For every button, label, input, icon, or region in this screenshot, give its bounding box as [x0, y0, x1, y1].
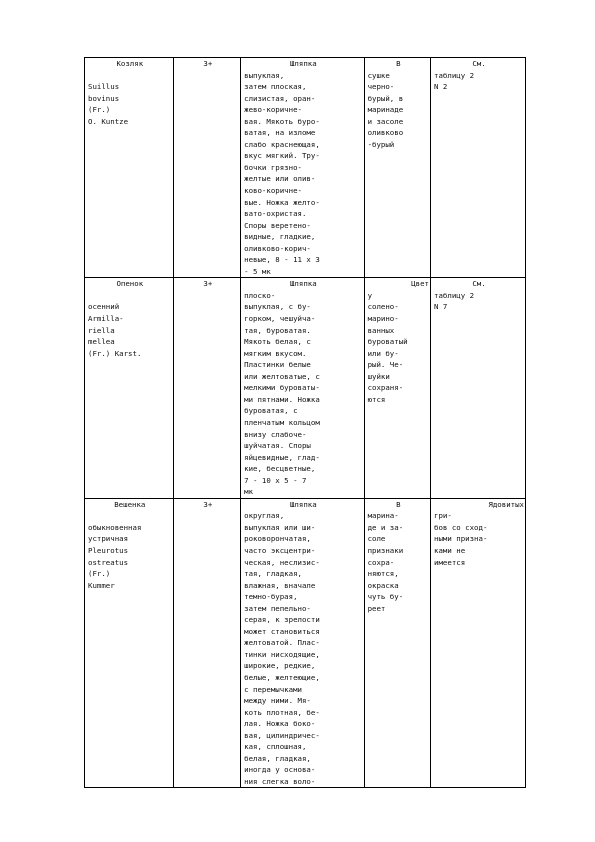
reference-heading: Ядовитых — [488, 499, 524, 509]
species-cell — [85, 58, 174, 278]
table-row — [85, 58, 526, 278]
remarks-heading: В — [396, 499, 401, 509]
category-value: 3+ — [203, 499, 213, 509]
species-common-name: Вешенка — [114, 499, 146, 509]
description-cell — [241, 58, 364, 278]
description-cell — [241, 278, 364, 498]
mushroom-table — [84, 57, 526, 788]
description-heading: Шляпка — [289, 499, 317, 509]
remarks-cell — [364, 498, 430, 788]
reference-cell — [431, 498, 526, 788]
reference-text: таблицу 2 N 7 — [434, 290, 475, 312]
species-common-name: Опенок — [116, 279, 144, 289]
reference-heading: См. — [472, 279, 486, 289]
category-value: 3+ — [203, 279, 213, 289]
table-row — [85, 278, 526, 498]
table-row — [85, 498, 526, 788]
description-heading: Шляпка — [289, 279, 317, 289]
reference-text: гри- бов со сход- ными призна- ками не имеется — [434, 511, 488, 567]
species-latin-name: Suillus bovinus (Fr.) O. Kuntze — [88, 82, 129, 126]
remarks-heading: Цвет — [411, 279, 430, 289]
reference-cell — [431, 58, 526, 278]
remarks-text: сушке черно- бурый, в маринаде и засоле оливково -бурый — [367, 70, 404, 149]
category-value: 3+ — [203, 59, 213, 68]
category-cell — [173, 58, 241, 278]
species-cell — [85, 278, 174, 498]
species-latin-name: обыкновенная устричная Pleurotus ostreatus (Fr.) Kummer — [88, 522, 142, 590]
reference-heading: См. — [472, 59, 486, 68]
reference-text: таблицу 2 N 2 — [434, 70, 475, 92]
description-text: выпуклая, затем плоская, слизистая, оран- жево-коричне- вая. Мякоть буро- ватая, на изломе слабо краснеющая, вкус мягкий. Тру- бочки грязно- желтые или олив- ково-коричне- вые. Ножка желто- вато-охристая. Споры веретено- видные, гладкие, оливково-корич- невые, 8 - 11 х 3 - 5 мк — [244, 70, 320, 276]
remarks-cell — [364, 58, 430, 278]
remarks-heading: В — [396, 59, 401, 68]
description-text: плоско- выпуклая, с бу- горком, чешуйча- тая, буроватая. Мякоть белая, с мягким вкусом. Пластинки белые или желтоватые, с мелкими буроваты- ми пятнами. Ножка буроватая, с пленчатым кольцом внизу слабоче- шуйчатая. Споры яйцевидные, глад- кие, бесцветные, 7 - 10 х 5 - 7 мк — [244, 290, 320, 497]
species-common-name: Козляк — [116, 59, 144, 68]
remarks-text: у солено- марино- ванных буроватый или бу- рый. Че- шуйки сохраня- ются — [367, 290, 408, 404]
remarks-cell — [364, 278, 430, 498]
reference-cell — [431, 278, 526, 498]
species-latin-name: осенний Armilla- riella mellea (Fr.) Karst. — [88, 302, 142, 358]
description-heading: Шляпка — [289, 59, 317, 68]
species-cell — [85, 498, 174, 788]
description-text: округлая, выпуклая или ши- роковорончатая, часто эксцентри- ческая, неслизис- тая, гладкая, влажная, вначале темно-бурая, затем пепельно- серая, к зрелости может становиться желтоватой. Плас- тинки нисходящие, широкие, редкие, белые, желтеющие, с перемычками между ними. Мя- коть плотная, бе- лая. Ножка боко- вая, цилиндричес- кая, сплошная, белая, гладкая, иногда у основа- ния слегка воло- — [244, 511, 320, 786]
category-cell — [173, 498, 241, 788]
remarks-text: марина- де и за- соле признаки сохра- няются, окраска чуть бу- реет — [367, 511, 404, 613]
category-cell — [173, 278, 241, 498]
description-cell — [241, 498, 364, 788]
